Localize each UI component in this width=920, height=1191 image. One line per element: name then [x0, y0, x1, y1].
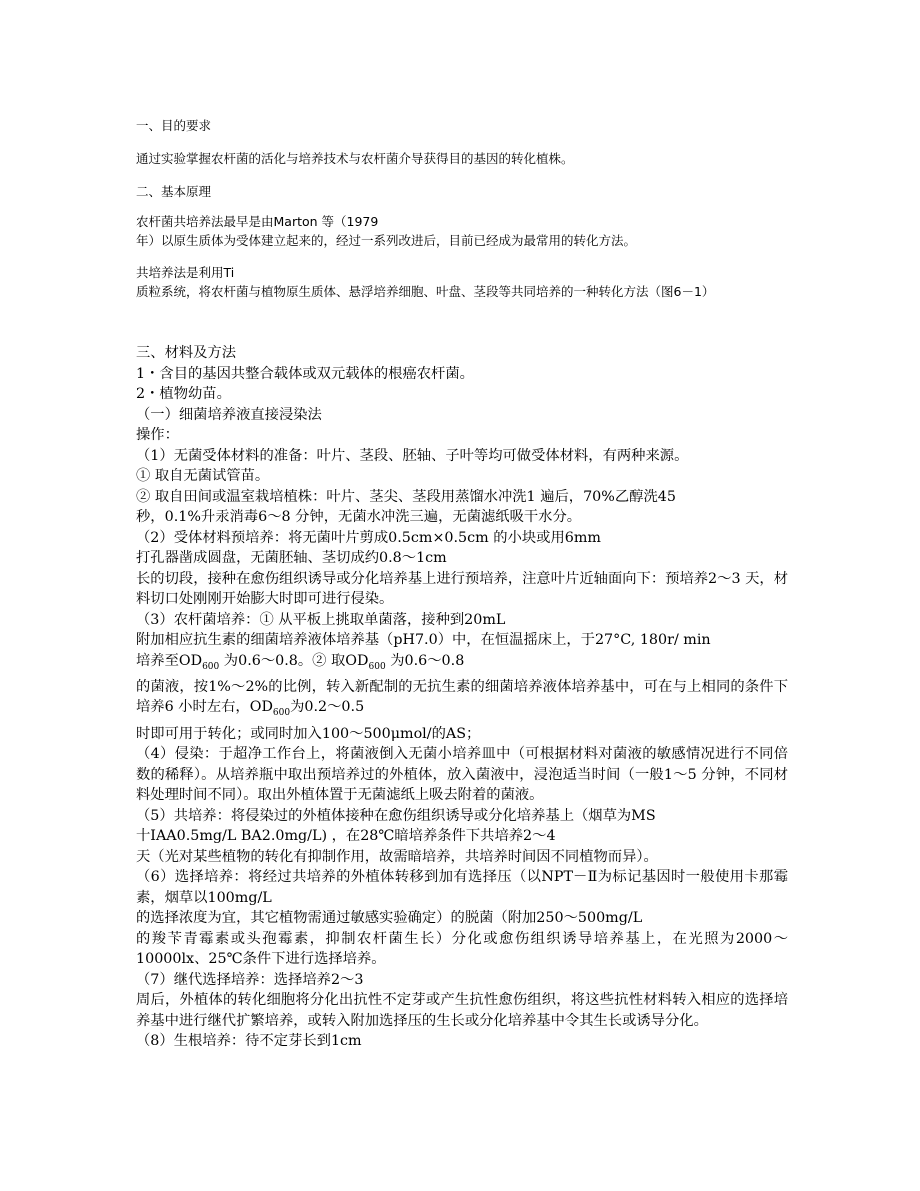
- step-3-text-e: 为0.2～0.5: [290, 699, 365, 716]
- operation-label: 操作：: [136, 427, 179, 443]
- material-item-1: 1・含目的基因共整合载体或双元载体的根癌农杆菌。: [136, 365, 474, 382]
- step-3-line-5: 时即可用于转化；或同时加入100～500μmol/的AS；: [136, 725, 481, 742]
- step-6-line-3: 的羧苄青霉素或头孢霉素，抑制农杆菌生长）分化或愈伤组织诱导培养基上，在光照为2000～10000lx、25℃条件下进行选择培养。: [136, 930, 788, 968]
- step-3-text-d: 的菌液，按1%～2%的比例，转入新配制的无抗生素的细菌培养液体培养基中，可在与上相同的条件下培养6 小时左右，OD: [136, 678, 788, 716]
- step-7-line-1: （7）继代选择培养：选择培养2～3: [136, 971, 364, 988]
- material-item-2: 2・植物幼苗。: [136, 386, 231, 402]
- principles-paragraph-line-2: 年）以原生质体为受体建立起来的，经过一系列改进后，目前已经成为最常用的转化方法。: [136, 233, 637, 248]
- step-1-title: （1）无菌受体材料的准备：叶片、茎段、胚轴、子叶等均可做受体材料，有两种来源。: [136, 447, 689, 464]
- step-7-line-2: 周后，外植体的转化细胞将分化出抗性不定芽或产生抗性愈伤组织，将这些抗性材料转入相应的选择培养基中进行继代扩繁培养，或转入附加选择压的生长或分化培养基中令其生长或诱导分化。: [136, 992, 788, 1029]
- cocultivation-paragraph-line-1: 共培养法是利用Ti: [136, 265, 235, 280]
- step-1-source-b-cont: 秒，0.1%升汞消毒6～8 分钟，无菌水冲洗三遍，无菌滤纸吸干水分。: [136, 509, 582, 525]
- step-3-text-a: 培养至OD: [136, 652, 203, 669]
- step-2-line-1: （2）受体材料预培养：将无菌叶片剪成0.5cm×0.5cm 的小块或用6mm: [136, 529, 601, 546]
- method-subheading-1: （一）细菌培养液直接浸染法: [136, 406, 322, 423]
- od-subscript: 600: [272, 708, 291, 719]
- step-3-text-b: 为0.6～0.8。② 取OD: [219, 652, 369, 669]
- step-3-line-4: [136, 677, 788, 724]
- step-3-line-1: （3）农杆菌培养：① 从平板上挑取单菌落，接种到20mL: [136, 611, 506, 628]
- step-6-line-1: （6）选择培养：将经过共培养的外植体转移到加有选择压（以NPT－Ⅱ为标记基因时一般使用卡那霉素，烟草以100mg/L: [136, 869, 788, 906]
- step-5-line-3: 天（光对某些植物的转化有抑制作用，故需暗培养，共培养时间因不同植物而异）。: [136, 848, 658, 865]
- step-4-paragraph: （4）侵染：于超净工作台上，将菌液倒入无菌小培养皿中（可根据材料对菌液的敏感情况进行不同倍数的稀释）。从培养瓶中取出预培养过的外植体，放入菌液中，浸泡适当时间（一般1～5 分钟，不同材料处理时间不同）。取出外植体置于无菌滤纸上吸去附着的菌液。: [136, 746, 788, 804]
- step-3-text-c: 为0.6～0.8: [385, 652, 465, 669]
- methods-section: [136, 343, 788, 1052]
- section-heading-principles: 二、基本原理: [136, 184, 212, 199]
- step-3-line-2: 附加相应抗生素的细菌培养液体培养基（pH7.0）中，在恒温摇床上，于27°C, 180r/ min: [136, 632, 711, 648]
- od-subscript: 600: [202, 661, 220, 672]
- step-2-line-2: 打孔器凿成圆盘，无菌胚轴、茎切成约0.8～1cm: [136, 550, 447, 566]
- section-heading-materials-methods: 三、材料及方法: [136, 345, 237, 361]
- step-8-line-1: （8）生根培养：待不定芽长到1cm: [136, 1033, 362, 1050]
- step-5-line-1: （5）共培养：将侵染过的外植体接种在愈伤组织诱导或分化培养基上（烟草为MS: [136, 807, 656, 824]
- step-3-line-3: [136, 651, 788, 677]
- cocultivation-paragraph-line-2: 质粒系统，将农杆菌与植物原生质体、悬浮培养细胞、叶盘、茎段等共同培养的一种转化方法（图6－1）: [136, 284, 715, 299]
- step-5-line-2: 十IAA0.5mg/L BA2.0mg/L) ，在28℃暗培养条件下共培养2～4: [136, 828, 556, 845]
- objectives-paragraph: 通过实验掌握农杆菌的活化与培养技术与农杆菌介导获得目的基因的转化植株。: [136, 151, 574, 166]
- step-1-source-b: ② 取自田间或温室栽培植株：叶片、茎尖、茎段用蒸馏水冲洗1 遍后，70%乙醇洗45: [136, 488, 676, 505]
- step-2-line-3: 长的切段，接种在愈伤组织诱导或分化培养基上进行预培养，注意叶片近轴面向下：预培养2～3 天，材料切口处刚刚开始膨大时即可进行侵染。: [136, 570, 788, 607]
- od-subscript: 600: [368, 661, 386, 672]
- step-1-source-a: ① 取自无菌试管苗。: [136, 468, 270, 484]
- section-heading-objectives: 一、目的要求: [136, 118, 212, 133]
- step-6-line-2: 的选择浓度为宜，其它植物需通过敏感实验确定）的脱菌（附加250～500mg/L: [136, 910, 643, 927]
- principles-paragraph-line-1: 农杆菌共培养法最早是由Marton 等（1979: [136, 214, 379, 229]
